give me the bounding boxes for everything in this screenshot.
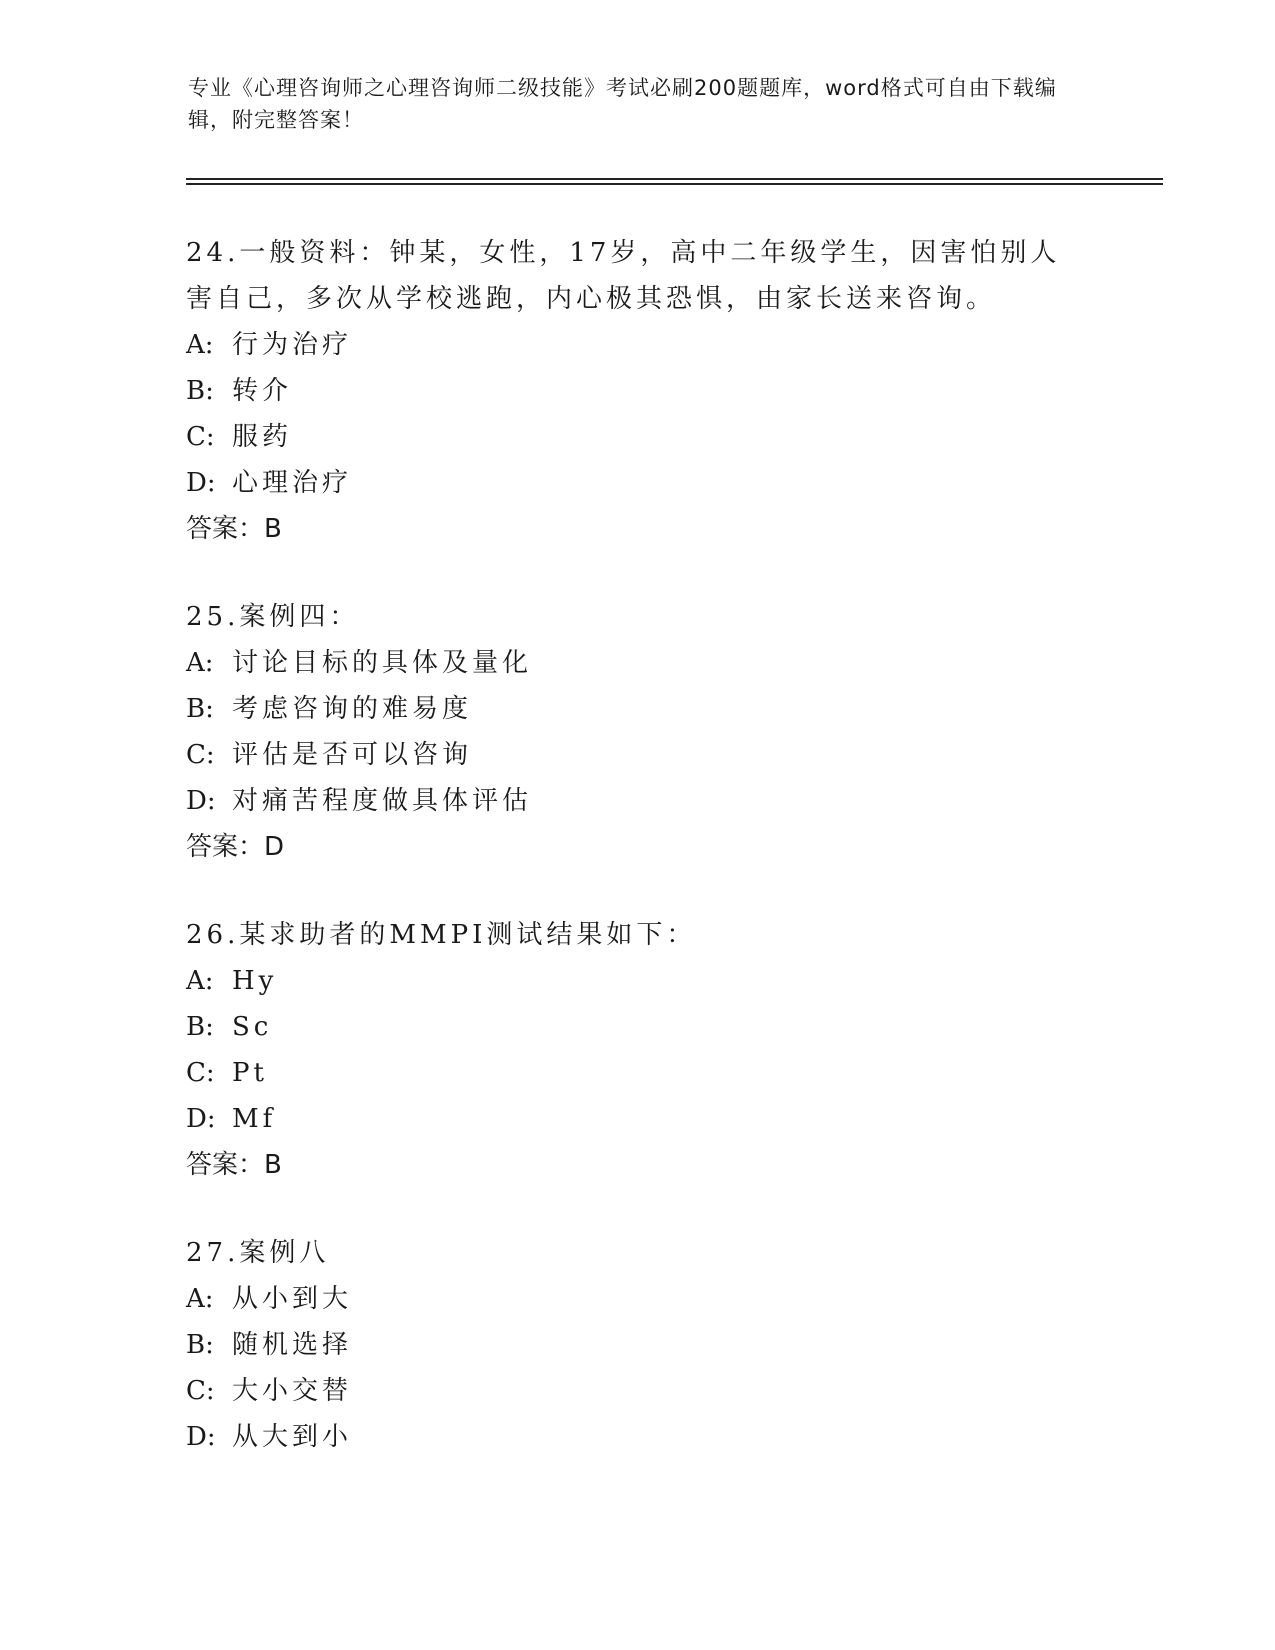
option-d <box>186 778 1086 824</box>
option-letter: D: <box>186 1422 216 1452</box>
option-c <box>186 732 1086 778</box>
option-a <box>186 322 1086 368</box>
option-b <box>186 686 1086 732</box>
header-rule-top <box>186 178 1163 180</box>
option-letter: B: <box>186 1012 214 1042</box>
question-24 <box>186 230 1086 552</box>
answer-line: 答案：D <box>186 832 285 862</box>
option-c <box>186 1368 1086 1414</box>
option-letter: C: <box>186 1376 215 1406</box>
option-letter: C: <box>186 740 215 770</box>
option-b <box>186 1322 1086 1368</box>
option-d <box>186 460 1086 506</box>
question-stem: 24.一般资料：钟某，女性，17岁，高中二年级学生，因害怕别人害自己，多次从学校逃跑，内心极其恐惧，由家长送来咨询。 <box>186 238 1061 314</box>
option-letter: D: <box>186 786 216 816</box>
option-a <box>186 1276 1086 1322</box>
answer-line: 答案：B <box>186 514 282 544</box>
question-25 <box>186 594 1086 870</box>
option-d <box>186 1414 1086 1460</box>
question-stem: 26.某求助者的MMPI测试结果如下： <box>186 920 697 950</box>
option-letter: A: <box>186 1284 214 1314</box>
option-text: 从小到大 <box>232 1284 353 1314</box>
option-b <box>186 368 1086 414</box>
option-text: 随机选择 <box>232 1330 353 1360</box>
header-rule-bottom <box>186 183 1163 185</box>
option-a <box>186 958 1086 1004</box>
option-letter: D: <box>186 1104 216 1134</box>
option-letter: A: <box>186 966 214 996</box>
option-letter: B: <box>186 1330 214 1360</box>
option-text: 评估是否可以咨询 <box>232 740 473 770</box>
option-b <box>186 1004 1086 1050</box>
option-text: Pt <box>232 1058 268 1088</box>
option-text: Sc <box>232 1012 273 1042</box>
option-text: Hy <box>232 966 278 996</box>
question-stem: 27.案例八 <box>186 1238 330 1268</box>
question-stem: 25.案例四： <box>186 602 360 632</box>
option-d <box>186 1096 1086 1142</box>
option-letter: B: <box>186 376 214 406</box>
answer-line: 答案：B <box>186 1150 282 1180</box>
option-text: 行为治疗 <box>232 330 353 360</box>
document-header: 专业《心理咨询师之心理咨询师二级技能》考试必刷200题题库，word格式可自由下载编辑，附完整答案！ <box>188 76 1057 132</box>
option-letter: A: <box>186 648 214 678</box>
option-letter: A: <box>186 330 214 360</box>
option-letter: C: <box>186 422 215 452</box>
question-26 <box>186 912 1086 1188</box>
option-text: 从大到小 <box>232 1422 353 1452</box>
option-text: 服药 <box>232 422 293 452</box>
option-c <box>186 414 1086 460</box>
option-a <box>186 640 1086 686</box>
option-text: 对痛苦程度做具体评估 <box>232 786 533 816</box>
option-text: Mf <box>232 1104 277 1134</box>
option-text: 讨论目标的具体及量化 <box>232 648 533 678</box>
option-text: 大小交替 <box>232 1376 353 1406</box>
option-text: 考虑咨询的难易度 <box>232 694 473 724</box>
option-letter: B: <box>186 694 214 724</box>
option-c <box>186 1050 1086 1096</box>
option-text: 心理治疗 <box>232 468 353 498</box>
option-letter: D: <box>186 468 216 498</box>
question-27 <box>186 1230 1086 1460</box>
option-letter: C: <box>186 1058 215 1088</box>
option-text: 转介 <box>232 376 293 406</box>
